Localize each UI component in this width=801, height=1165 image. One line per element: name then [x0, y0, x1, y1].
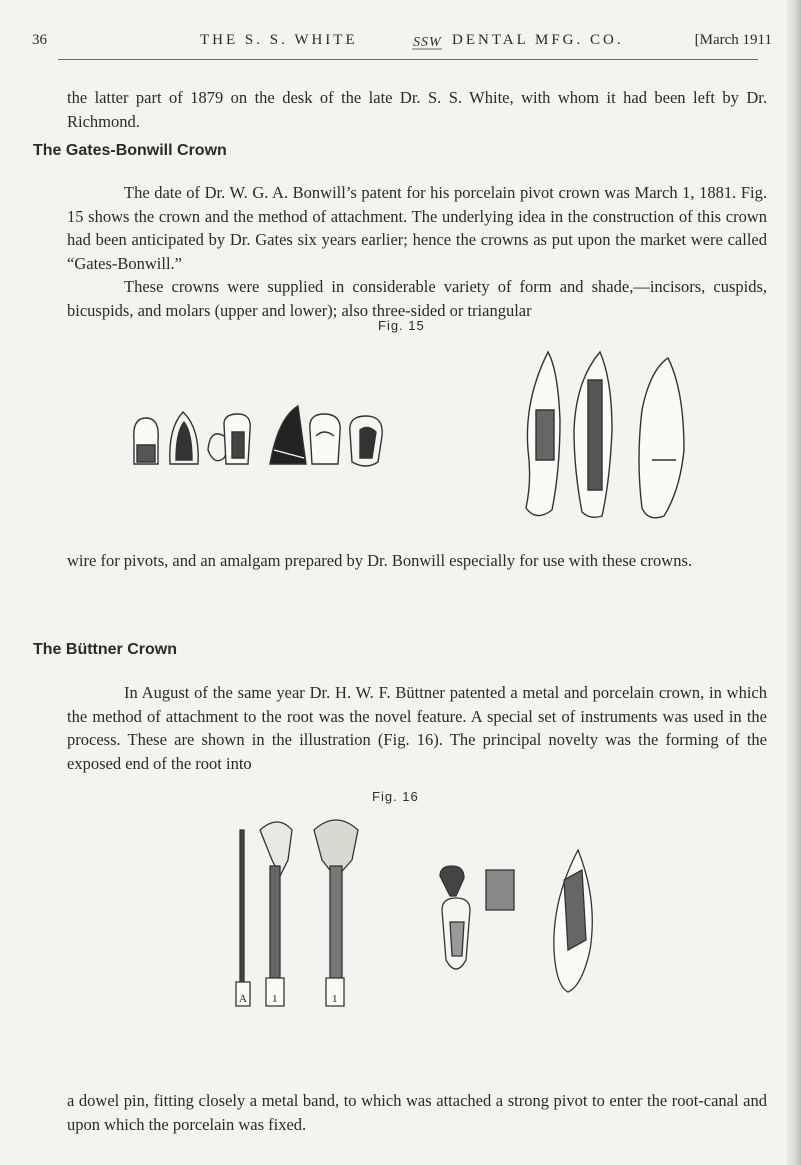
header-rule: [58, 59, 758, 60]
svg-text:S: S: [413, 35, 420, 50]
page-binding-edge: [787, 0, 801, 1165]
issue-date: [March 1911: [694, 32, 772, 48]
paragraph-gates-1: The date of Dr. W. G. A. Bonwill’s patent for his porcelain pivot crown was March 1, 1881. Fig. 15 shows the crown and the method of attachment. The underlying idea in the construction of this crown had been anticipated by Dr. Gates six years earlier; hence the crowns as put upon the market were called “Gates-Bonwill.”: [67, 183, 767, 273]
fig15-illustration: [128, 340, 708, 525]
fig16-label-1b: 1: [332, 993, 338, 1005]
fig16-caption: Fig. 16: [372, 789, 419, 804]
fig16-label-a: A: [239, 993, 247, 1005]
fig16-label-1a: 1: [272, 993, 278, 1005]
svg-text:W: W: [429, 35, 441, 50]
paragraph-gates-2: These crowns were supplied in considerable variety of form and shade,—incisors, cuspids, bicuspids, and molars (upper and lower); also three-sided or triangular: [67, 277, 767, 320]
svg-text:S: S: [421, 35, 428, 50]
publisher-left: THE S. S. WHITE: [200, 32, 358, 48]
page-number: 36: [32, 32, 47, 48]
paragraph-gates-3: wire for pivots, and an amalgam prepared by Dr. Bonwill especially for use with these crowns.: [67, 551, 692, 570]
fig16-illustration: [230, 810, 610, 1010]
paragraph-buttner-1: In August of the same year Dr. H. W. F. Büttner patented a metal and porcelain crown, in which the method of attachment to the root was the novel feature. A special set of instruments was used in the process. These are shown in the illustration (Fig. 16). The principal novelty was the forming of the exposed end of the root into: [67, 683, 767, 773]
paragraph-buttner-2: a dowel pin, fitting closely a metal band, to which was attached a strong pivot to enter the root-canal and upon which the porcelain was fixed.: [67, 1091, 767, 1134]
publisher-right: DENTAL MFG. CO.: [452, 32, 624, 48]
running-header: [32, 32, 772, 58]
heading-gates-bonwill: The Gates-Bonwill Crown: [33, 142, 227, 159]
ssw-logo-icon: [412, 32, 442, 54]
heading-buttner: The Büttner Crown: [33, 641, 177, 658]
fig15-caption: Fig. 15: [378, 318, 425, 333]
paragraph-intro: the latter part of 1879 on the desk of the late Dr. S. S. White, with whom it had been left by Dr. Richmond.: [67, 88, 767, 131]
